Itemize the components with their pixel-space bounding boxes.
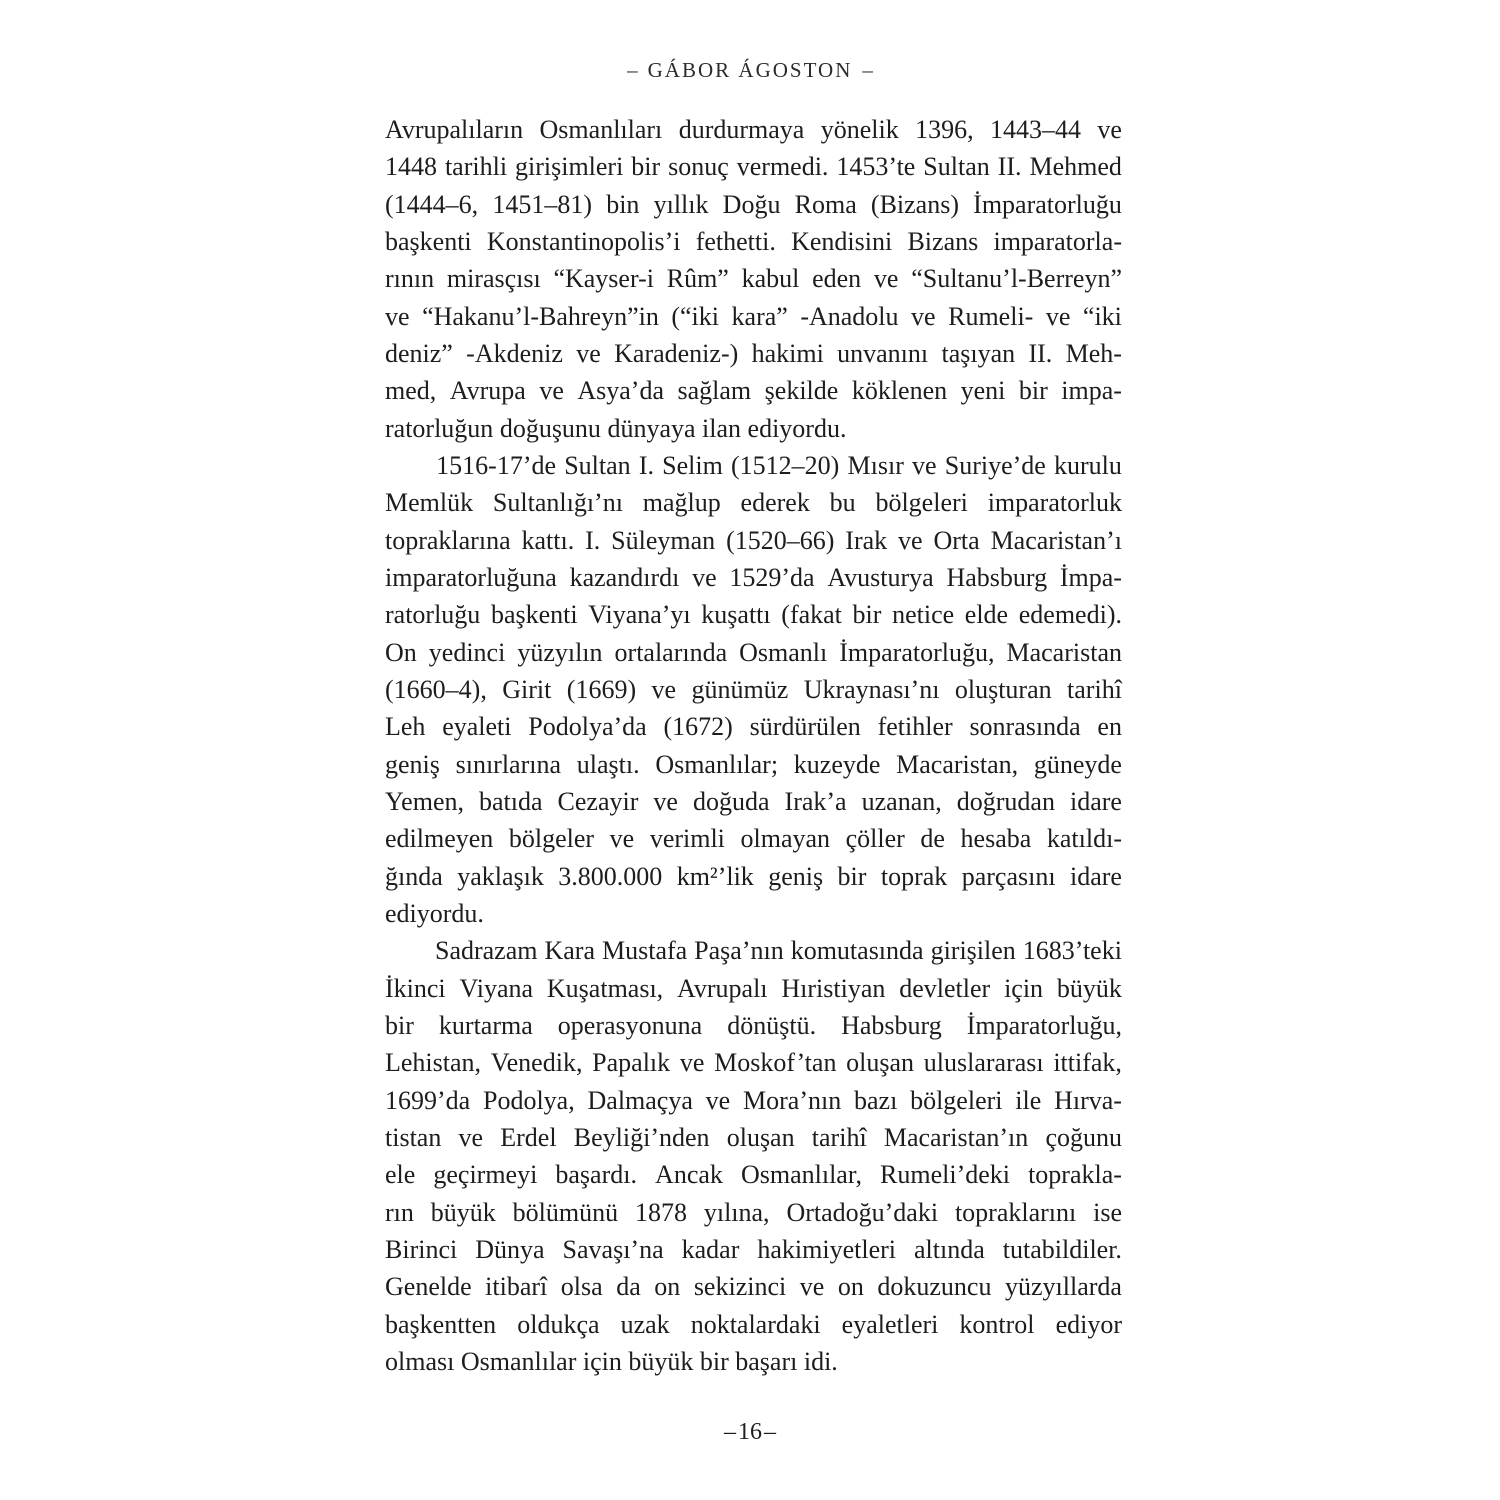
page-number: 16 [738,1419,762,1445]
running-header-title: GÁBOR ÁGOSTON [647,58,853,82]
text-line: ratorluğun doğuşunu dünyaya ilan ediyordu. [385,413,847,443]
text-line: rın büyük bölümünü 1878 yılına, Ortadoğu’daki topraklarını ise [385,1197,1122,1227]
paragraph-1 [385,111,1122,447]
text-line: rının mirasçısı “Kayser-i Rûm” kabul eden ve “Sultanu’l-Berreyn” [385,264,1122,294]
text-line: med, Avrupa ve Asya’da sağlam şekilde köklenen yeni bir impa- [385,376,1122,406]
text-line: (1444–6, 1451–81) bin yıllık Doğu Roma (Bizans) İmparatorluğu [385,189,1122,219]
header-ornament-right: – [862,58,873,82]
paragraph-2 [385,447,1122,932]
text-line: Lehistan, Venedik, Papalık ve Moskof’tan oluşan uluslararası ittifak, [385,1048,1122,1078]
text-line: edilmeyen bölgeler ve verimli olmayan çöller de hesaba katıldı- [385,824,1122,854]
paragraph-3 [385,932,1122,1380]
page-footer [0,1417,1500,1447]
text-line: Genelde itibarî olsa da on sekizinci ve on dokuzuncu yüzyıllarda [385,1272,1122,1302]
text-line: ele geçirmeyi başardı. Ancak Osmanlılar, Rumeli’deki toprakla- [385,1160,1122,1190]
text-line: On yedinci yüzyılın ortalarında Osmanlı İmparatorluğu, Macaristan [385,637,1122,667]
text-line: olması Osmanlılar için büyük bir başarı idi. [385,1346,838,1376]
text-line: başkenti Konstantinopolis’i fethetti. Kendisini Bizans imparatorla- [385,226,1122,256]
text-line: imparatorluğuna kazandırdı ve 1529’da Avusturya Habsburg İmpa- [385,562,1122,592]
body-text [385,111,1122,1380]
text-line: ve “Hakanu’l-Bahreyn”in (“iki kara” -Anadolu ve Rumeli- ve “iki [385,301,1122,331]
text-line: 1448 tarihli girişimleri bir sonuç vermedi. 1453’te Sultan II. Mehmed [385,152,1122,182]
text-line: Avrupalıların Osmanlıları durdurmaya yönelik 1396, 1443–44 ve [385,115,1122,144]
running-header [0,57,1500,83]
text-line: ratorluğu başkenti Viyana’yı kuşattı (fakat bir netice elde edemedi). [385,600,1122,630]
header-ornament-left: – [627,58,638,82]
text-line: Sadrazam Kara Mustafa Paşa’nın komutasında girişilen 1683’teki [385,932,1122,969]
text-line: 1516-17’de Sultan I. Selim (1512–20) Mısır ve Suriye’de kurulu [385,447,1122,484]
text-line: (1660–4), Girit (1669) ve günümüz Ukraynası’nı oluşturan tarihî [385,674,1122,704]
text-line: bir kurtarma operasyonuna dönüştü. Habsburg İmparatorluğu, [385,1010,1122,1040]
first-line-indent [385,958,428,959]
text-line: Birinci Dünya Savaşı’na kadar hakimiyetleri altında tutabildiler. [385,1234,1122,1264]
text-line: ediyordu. [385,898,484,928]
text-line: ğında yaklaşık 3.800.000 km²’lik geniş bir toprak parçasını idare [385,861,1122,891]
text-line: İkinci Viyana Kuşatması, Avrupalı Hıristiyan devletler için büyük [385,973,1122,1003]
text-line: Yemen, batıda Cezayir ve doğuda Irak’a uzanan, doğrudan idare [385,786,1122,816]
text-line: Memlük Sultanlığı’nı mağlup ederek bu bölgeleri imparatorluk [385,488,1122,518]
text-line: tistan ve Erdel Beyliği’nden oluşan tarihî Macaristan’ın çoğunu [385,1122,1122,1152]
text-line: deniz” -Akdeniz ve Karadeniz-) hakimi unvanını taşıyan II. Meh- [385,338,1122,368]
text-line: topraklarına kattı. I. Süleyman (1520–66) Irak ve Orta Macaristan’ı [385,525,1122,555]
text-line: geniş sınırlarına ulaştı. Osmanlılar; kuzeyde Macaristan, güneyde [385,749,1122,779]
text-line: Leh eyaleti Podolya’da (1672) sürdürülen fetihler sonrasında en [385,712,1122,742]
first-line-indent [385,473,428,474]
text-line: başkentten oldukça uzak noktalardaki eyaletleri kontrol ediyor [385,1309,1122,1339]
footer-ornament-right: – [764,1419,776,1445]
footer-ornament-left: – [724,1419,736,1445]
text-line: 1699’da Podolya, Dalmaçya ve Mora’nın bazı bölgeleri ile Hırva- [385,1085,1122,1115]
